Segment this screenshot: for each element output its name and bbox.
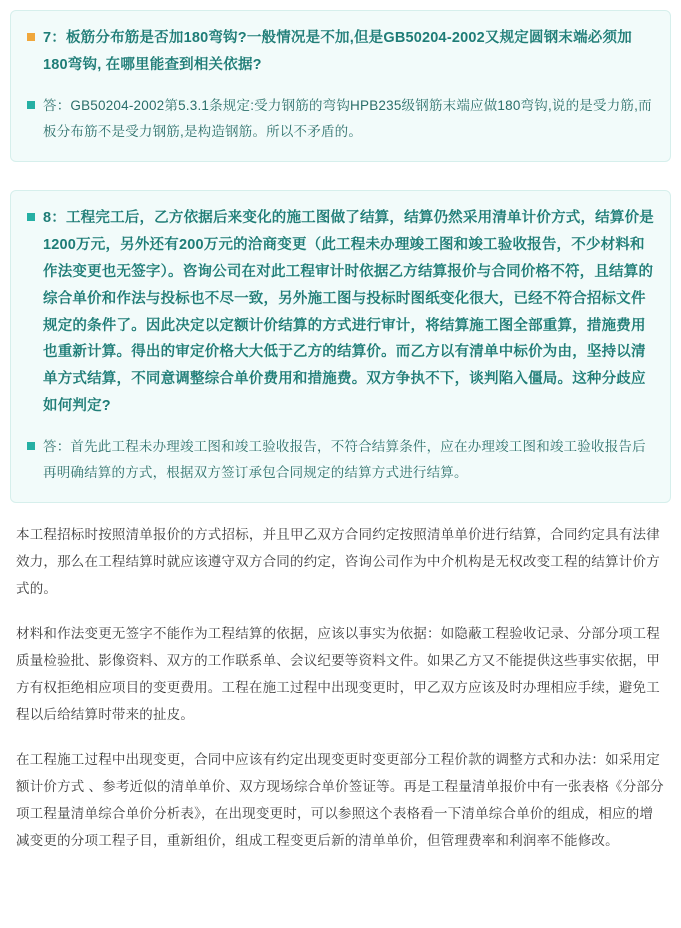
question-row [27, 25, 654, 79]
bottom-spacer [0, 854, 681, 876]
question-row [27, 205, 654, 420]
answer-body: GB50204-2002第5.3.1条规定:受力钢筋的弯钩HPB235级钢筋末端应做180弯钩,说的是受力筋,而板分布筋不是受力钢筋,是构造钢筋。所以不矛盾的。 [43, 97, 652, 139]
answer-row [27, 93, 654, 146]
body-paragraph: 本工程招标时按照清单报价的方式招标，并且甲乙双方合同约定按照清单单价进行结算，合同约定具有法律效力，那么在工程结算时就应该遵守双方合同的约定，咨询公司作为中介机构是无权改变工程的结算计价方式的。 [16, 527, 660, 597]
answer-text [43, 93, 654, 146]
square-bullet-icon [27, 213, 35, 221]
body-paragraph: 在工程施工过程中出现变更，合同中应该有约定出现变更时变更部分工程价款的调整方式和办法：如采用定额计价方式 、参考近似的清单单价、双方现场综合单价签证等。再是工程量清单报价中有一张表格《分部分项工程量清单综合单价分析表》，在出现变更时，可以参照这个表格看一下清单综合单价的组成，相应的增减变更的分项工程子目，重新组价，组成工程变更后新的清单单价，但管理费率和利润率不能修改。 [16, 752, 664, 849]
answer-row [27, 434, 654, 487]
square-bullet-icon [27, 442, 35, 450]
question-body: 工程完工后，乙方依据后来变化的施工图做了结算，结算仍然采用清单计价方式，结算价是1200万元，另外还有200万元的洽商变更（此工程未办理竣工图和竣工验收报告，不少材料和作法变更也无签字）。咨询公司在对此工程审计时依据乙方结算报价与合同价格不符，且结算的综合单价和作法与投标也不尽一致，另外施工图与投标时图纸变化很大，已经不符合招标文件规定的条件了。因此决定以定额计价结算的方式进行审计，将结算施工图全部重算，措施费用也重新计算。得出的审定价格大大低于乙方的结算价。而乙方以有清单中标价为由，坚持以清单方式结算，不同意调整综合单价费用和措施费。双方争执不下，谈判陷入僵局。这种分歧应如何判定? [43, 210, 654, 414]
answer-body: 首先此工程未办理竣工图和竣工验收报告，不符合结算条件，应在办理竣工图和竣工验收报告后再明确结算的方式，根据双方签订承包合同规定的结算方式进行结算。 [43, 438, 646, 481]
document-page [0, 10, 681, 928]
question-body: 板筋分布筋是否加180弯钩?一般情况是不加,但是GB50204-2002又规定圆钢末端必须加180弯钩, 在哪里能查到相关依据? [43, 30, 632, 73]
question-number: 8： [43, 210, 66, 227]
answer-label: 答： [43, 97, 71, 113]
question-number: 7： [43, 30, 66, 46]
qa-card-7 [10, 10, 671, 162]
question-text [43, 25, 654, 79]
square-bullet-icon [27, 33, 35, 41]
answer-text [43, 434, 654, 487]
body-paragraph: 材料和作法变更无签字不能作为工程结算的依据，应该以事实为依据：如隐蔽工程验收记录、分部分项工程质量检验批、影像资料、双方的工作联系单、会议纪要等资料文件。如果乙方又不能提供这些事实依据，甲方有权拒绝相应项目的变更费用。工程在施工过程中出现变更时，甲乙双方应该及时办理相应手续，避免工程以后给结算时带来的扯皮。 [16, 626, 660, 723]
square-bullet-icon [27, 101, 35, 109]
answer-label: 答： [43, 438, 71, 454]
question-text [43, 205, 654, 420]
qa-card-8 [10, 190, 671, 503]
